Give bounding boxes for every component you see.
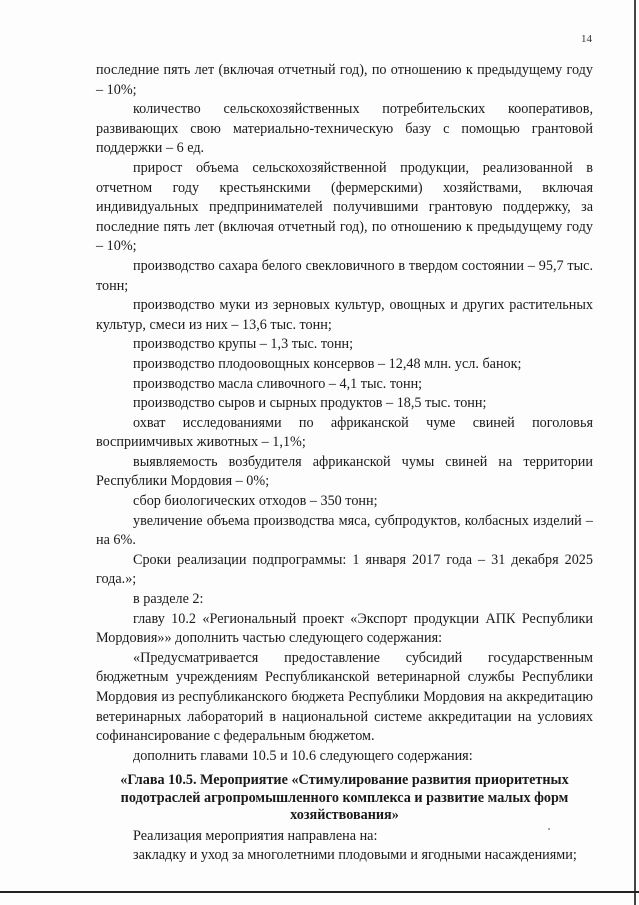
paragraph: количество сельскохозяйственных потребительских кооперативов, развивающих свою материально-техническую базу с помощью грантовой поддержки – 6 ед.: [96, 101, 593, 157]
paragraph: прирост объема сельскохозяйственной продукции, реализованной в отчетном году крестьянскими (фермерскими) хозяйствами, включая индивидуальных предпринимателей получившими грантовую поддержку, за последние пять лет (включая отчетный год), по отношению к предыдущему году – 10%;: [96, 159, 593, 255]
paragraph: производство муки из зерновых культур, овощных и других растительных культур, смеси из них – 13,6 тыс. тонн;: [96, 297, 593, 333]
after-heading-block: [96, 827, 593, 866]
paragraph: выявляемость возбудителя африканской чумы свиней на территории Республики Мордовия – 0%;: [96, 453, 593, 490]
paragraph: производство сыров и сырных продуктов – 18,5 тыс. тонн;: [133, 395, 487, 412]
paragraph: Реализация мероприятия направлена на:: [133, 827, 378, 844]
paragraph: охват исследованиями по африканской чуме свиней поголовья восприимчивых животных – 1,1%;: [96, 414, 593, 451]
paragraph: производство масла сливочного – 4,1 тыс. тонн;: [133, 375, 423, 392]
paragraph: увеличение объема производства мяса, субпродуктов, колбасных изделий – на 6%.: [96, 512, 593, 549]
paragraph: «Предусматривается предоставление субсидий государственным бюджетным учреждениям Республиканской ветеринарной службы Республики Мордовия из республиканского бюджета Республики Мордовия на аккредитацию ветеринарных лабораторий в национальной системе аккредитации на условиях софинансирование с федеральным бюджетом.: [96, 649, 593, 745]
paragraph: последние пять лет (включая отчетный год), по отношению к предыдущему году – 10%;: [96, 62, 593, 98]
page-number: 14: [581, 33, 592, 45]
scan-bottom-edge: [0, 891, 639, 893]
chapter-heading: «Глава 10.5. Мероприятие «Стимулирование развития приоритетных подотраслей агропромышленного комплекса и развитие малых форм хозяйствования»: [120, 772, 569, 824]
paragraph: в разделе 2:: [133, 591, 204, 608]
paragraph: сбор биологических отходов – 350 тонн;: [133, 493, 378, 510]
paragraph: закладку и уход за многолетними плодовыми и ягодными насаждениями;: [133, 847, 577, 864]
paragraph: дополнить главами 10.5 и 10.6 следующего содержания:: [133, 747, 473, 764]
paragraph: производство сахара белого свекловичного в твердом состоянии – 95,7 тыс. тонн;: [96, 257, 593, 294]
document-body: [96, 61, 593, 866]
scan-speck: [548, 828, 550, 830]
paragraph: производство крупы – 1,3 тыс. тонн;: [133, 336, 354, 353]
paragraph: производство плодоовощных консервов – 12,48 млн. усл. банок;: [133, 355, 522, 372]
scan-right-edge: [634, 0, 636, 905]
paragraph: Сроки реализации подпрограммы: 1 января 2017 года – 31 декабря 2025 года.»;: [96, 551, 593, 588]
paragraphs-block: [96, 61, 593, 766]
paragraph: главу 10.2 «Региональный проект «Экспорт продукции АПК Республики Мордовия»» дополнить частью следующего содержания:: [96, 610, 593, 647]
